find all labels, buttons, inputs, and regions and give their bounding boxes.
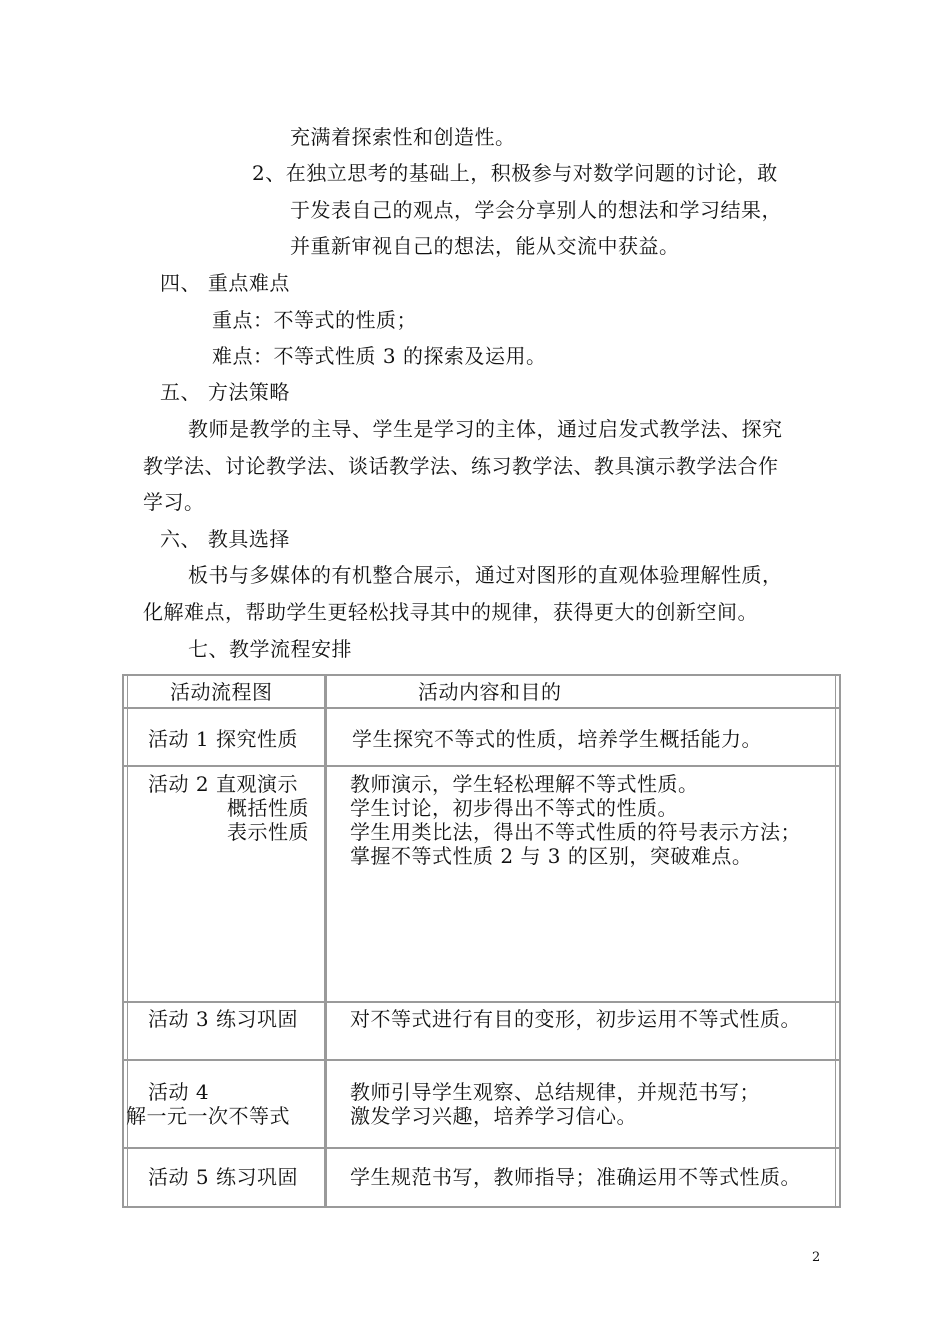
table-row-4-activity-line-1: 活动 4 — [148, 1080, 210, 1104]
key-points: 重点：不等式的性质； — [212, 308, 417, 332]
table-row-4-content-line-1: 教师引导学生观察、总结规律，并规范书写； — [350, 1080, 760, 1104]
table-row-1-activity: 活动 1 探究性质 — [148, 727, 298, 751]
section-5-para-line-1: 教师是教学的主导、学生是学习的主体，通过启发式教学法、探究 — [188, 417, 783, 441]
table-row-2-activity-line-2: 概括性质 — [227, 796, 309, 820]
table-inner-right-border — [835, 676, 836, 1206]
table-row-divider — [124, 765, 839, 767]
table-row-3-content: 对不等式进行有目的变形，初步运用不等式性质。 — [350, 1007, 801, 1031]
table-row-2-content-line-2: 学生讨论，初步得出不等式的性质。 — [350, 796, 678, 820]
table-row-3-activity: 活动 3 练习巩固 — [148, 1007, 298, 1031]
table-row-divider — [124, 1001, 839, 1003]
section-5-title: 五、 方法策略 — [160, 380, 290, 404]
table-row-1-content: 学生探究不等式的性质，培养学生概括能力。 — [352, 727, 762, 751]
section-6-para-line-1: 板书与多媒体的有机整合展示，通过对图形的直观体验理解性质， — [188, 563, 783, 587]
section-5-para-line-2: 教学法、讨论教学法、谈话教学法、练习教学法、教具演示教学法合作 — [143, 454, 779, 478]
body-line-4: 并重新审视自己的想法，能从交流中获益。 — [290, 234, 680, 258]
body-line-1: 充满着探索性和创造性。 — [290, 125, 516, 149]
table-row-2-content-line-4: 掌握不等式性质 2 与 3 的区别，突破难点。 — [350, 844, 753, 868]
table-row-2-activity-line-1: 活动 2 直观演示 — [148, 772, 298, 796]
table-row-5-content: 学生规范书写，教师指导；准确运用不等式性质。 — [350, 1165, 801, 1189]
section-7-title: 七、教学流程安排 — [188, 637, 352, 661]
table-row-4-activity-line-2: 解一元一次不等式 — [126, 1104, 290, 1128]
table-column-divider — [324, 676, 327, 1206]
table-row-2-content-line-3: 学生用类比法，得出不等式性质的符号表示方法； — [350, 820, 801, 844]
table-row-2-content-line-1: 教师演示，学生轻松理解不等式性质。 — [350, 772, 699, 796]
table-row-divider — [124, 1147, 839, 1149]
table-header-content: 活动内容和目的 — [418, 680, 562, 704]
table-row-divider — [124, 707, 839, 709]
table-row-divider — [124, 1059, 839, 1061]
table-row-4-content-line-2: 激发学习兴趣，培养学习信心。 — [350, 1104, 637, 1128]
table-row-2-activity-line-3: 表示性质 — [227, 820, 309, 844]
section-6-para-line-2: 化解难点，帮助学生更轻松找寻其中的规律，获得更大的创新空间。 — [143, 600, 758, 624]
page-number: 2 — [812, 1250, 821, 1265]
difficult-points: 难点：不等式性质 3 的探索及运用。 — [212, 344, 547, 368]
body-line-3: 于发表自己的观点，学会分享别人的想法和学习结果， — [290, 198, 782, 222]
section-5-para-line-3: 学习。 — [143, 490, 205, 514]
table-row-5-activity: 活动 5 练习巩固 — [148, 1165, 298, 1189]
body-line-2: 2、在独立思考的基础上，积极参与对数学问题的讨论，敢 — [252, 161, 778, 185]
section-6-title: 六、 教具选择 — [160, 527, 290, 551]
section-4-title: 四、 重点难点 — [160, 271, 290, 295]
table-header-flow: 活动流程图 — [170, 680, 273, 704]
